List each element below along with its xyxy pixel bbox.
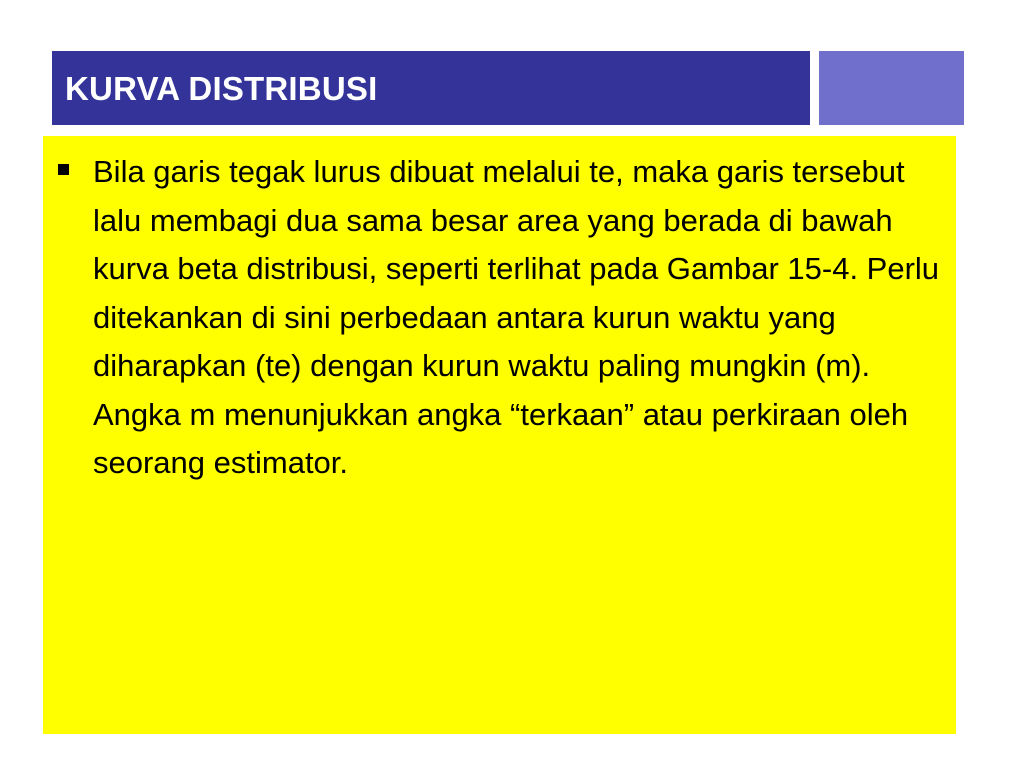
content-box [43,136,956,734]
title-accent-block [819,51,964,125]
title-bar [52,51,810,125]
square-bullet-icon [58,164,69,175]
slide-title: KURVA DISTRIBUSI [65,70,378,107]
bullet-text: Bila garis tegak lurus dibuat melalui te, maka garis tersebut lalu membagi dua sama besar area yang berada di bawah kurva beta distribusi, seperti terlihat pada Gambar 15-4. Perlu ditekankan di sini perbedaan antara kurun waktu yang diharapkan (te) dengan kurun waktu paling mungkin (m). Angka m menunjukkan angka “terkaan” atau perkiraan oleh seorang estimator. [93,154,940,480]
